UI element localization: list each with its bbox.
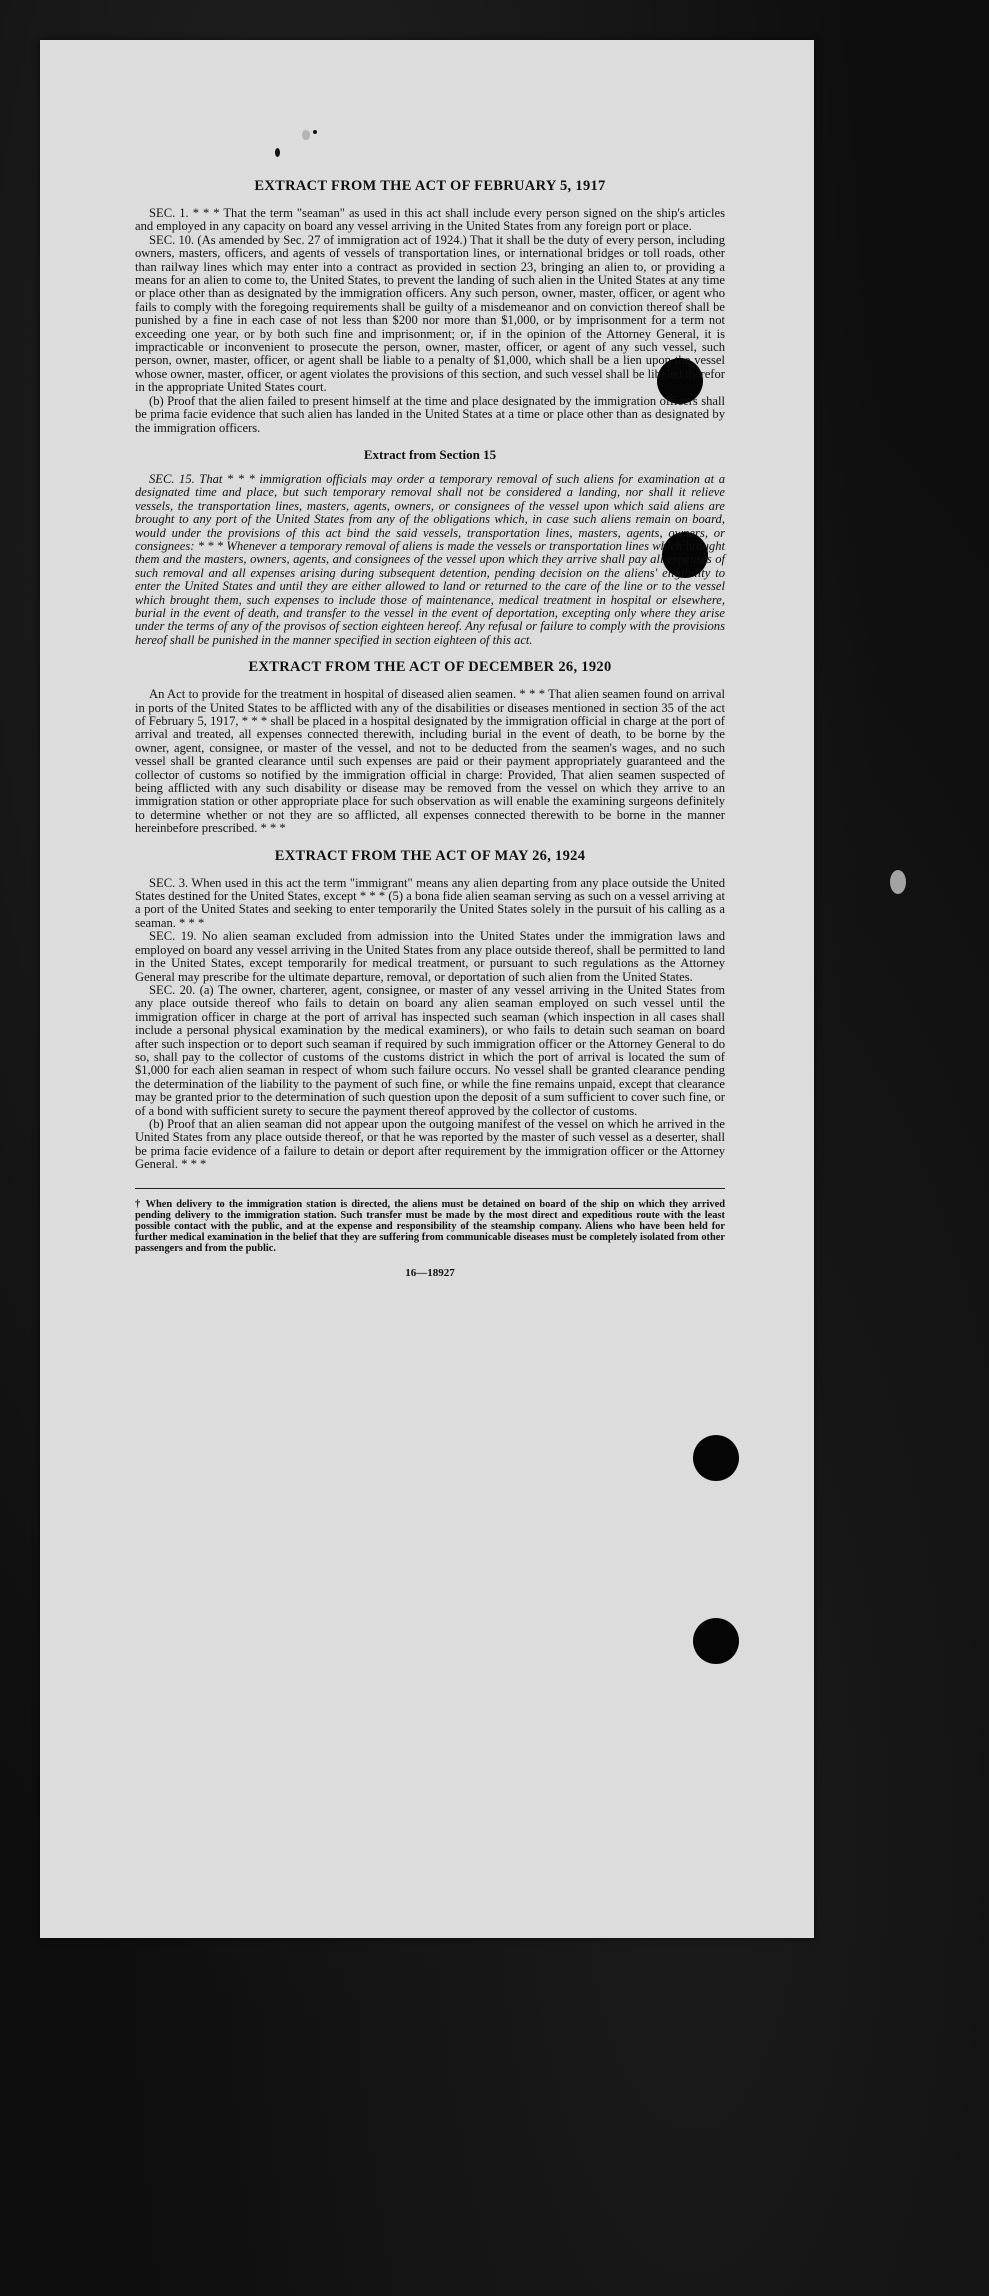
paragraph-sec-1: SEC. 1. * * * That the term "seaman" as used in this act shall include every person signed on the ship's articles and employed in any capacity on board any vessel arriving in the United States from any foreign port or place. bbox=[135, 206, 725, 234]
paragraph-sec-15: SEC. 15. That * * * immigration officials may order a temporary removal of such aliens for examination at a designated time and place, but such temporary removal shall not be considered a landing, nor shall it relieve vessels, the transportation lines, masters, agents, owners, or consignees of the vessel upon which said aliens are brought to any port of the United States from any of the obligations which, in case such aliens remain on board, would under the provisions of this act bind the said vessels, transportation lines, masters, agents, owners, or consignees: * * * Whenever a temporary removal of aliens is made the vessels or transportation lines which brought them and the masters, owners, agents, and consignees of the vessel upon which they arrive shall pay all expenses of such removal and all expenses arising during subsequent detention, pending decision on the aliens' eligibility to enter the United States and until they are either allowed to land or returned to the care of the line or to the vessel which brought them, such expenses to include those of maintenance, medical treatment in hospital or elsewhere, burial in the event of death, and transfer to the vessel in the event of deportation, excepting only where they arise under the terms of any of the provisos of section eighteen hereof. Any refusal or failure to comply with the provisions hereof shall be punished in the manner specified in section eighteen of this act. bbox=[135, 471, 725, 647]
punch-hole bbox=[693, 1618, 739, 1664]
paragraph-sec-3: SEC. 3. When used in this act the term "immigrant" means any alien departing from any place outside the United States destined for the United States, except * * * (5) a bona fide alien seaman serving as such on a vessel arriving at a port of the United States and seeking to enter temporarily the United States solely in the pursuit of his calling as a seaman. * * * bbox=[135, 875, 725, 930]
film-artifact bbox=[890, 870, 906, 894]
paragraph-sec-10: SEC. 10. (As amended by Sec. 27 of immigration act of 1924.) That it shall be the duty of every person, including owners, masters, officers, and agents of vessels of transportation lines, or international bridges or toll roads, other than railway lines which may enter into a contract as provided in section 23, bringing an alien to, or providing a means for an alien to come to, the United States, to prevent the landing of such alien in the United States at any time or place other than as designated by the immigration officers. Any such person, owner, master, officer, or agent who fails to comply with the foregoing requirements shall be guilty of a misdemeanor and on conviction thereof shall be punished by a fine in each case of not less than $200 nor more than $1,000, or by imprisonment for a term not exceeding one year, or by both such fine and imprisonment; or, if in the opinion of the Attorney General, it is impracticable or inconvenient to prosecute the person, owner, master, officer, or agent of any such vessel, such person, owner, master, officer, or agent shall be liable to a penalty of $1,000, which shall be a lien upon the vessel whose owner, master, officer, or agent violates the provisions of this section, and such vessel shall be libeled therefor in the appropriate United States court. bbox=[135, 232, 725, 395]
paragraph-act-1920: An Act to provide for the treatment in hospital of diseased alien seamen. * * * That alien seamen found on arrival in ports of the United States to be afflicted with any of the disabilities or diseases mentioned in section 35 of the act of February 5, 1917, * * * shall be placed in a hospital designated by the immigration official in charge at the port of arrival and treated, all expenses connected therewith, including burial in the event of death, to be borne by the owner, agent, consignee, or master of the vessel, and not to be deducted from the seamen's wages, and no such vessel shall be granted clearance until such expenses are paid or their payment appropriately guaranteed and the collector of customs so notified by the immigration official in charge: Provided, That alien seamen suspected of being afflicted with any such disability or disease may be removed from the vessel on which they arrive to an immigration station or other appropriate place for such observation as will enable the examining surgeons definitely to determine whether or not they are so afflicted, all expenses connected therewith to be borne in the manner hereinbefore prescribed. * * * bbox=[135, 687, 725, 836]
section-subheading-15: Extract from Section 15 bbox=[363, 446, 497, 462]
paragraph-sec-20-a: SEC. 20. (a) The owner, charterer, agent, consignee, or master of any vessel arriving in the United States from any place outside thereof who fails to detain on board any alien seaman employed on such vessel until the immigration officer in charge at the port of arrival has inspected such seaman (which inspection in all cases shall include a personal physical examination by the medical examiners), or who fails to detain such seaman on board after such inspection or to deport such seaman if required by such immigration officer or the Attorney General to do so, shall pay to the collector of customs of the customs district in which the port of arrival is located the sum of $1,000 for each alien seaman in respect of whom such failure occurs. No vessel shall be granted clearance pending the determination of the liability to the payment of such fine, or while the fine remains unpaid, except that clearance may be granted prior to the determination of such question upon the deposit of a sum sufficient to cover such fine, or of a bond with sufficient surety to secure the payment thereof approved by the collector of customs. bbox=[135, 982, 725, 1118]
punch-hole bbox=[693, 1435, 739, 1481]
paragraph-sec-10-b: (b) Proof that the alien failed to present himself at the time and place designated by the immigration officers shall be prima facie evidence that such alien has landed in the United States at a time or place other than as designated by the immigration officers. bbox=[135, 393, 725, 435]
paragraph-sec-19: SEC. 19. No alien seaman excluded from admission into the United States under the immigration laws and employed on board any vessel arriving in the United States from any place outside thereof, shall be permitted to land in the United States, except temporarily for medical treatment, or pursuant to such regulations as the Attorney General may prescribe for the ultimate departure, removal, or deportation of such alien from the United States. bbox=[135, 929, 725, 984]
section-heading-feb-1917: EXTRACT FROM THE ACT OF FEBRUARY 5, 1917 bbox=[254, 178, 606, 194]
form-number: 16—18927 bbox=[405, 1266, 455, 1279]
section-heading-dec-1920: EXTRACT FROM THE ACT OF DECEMBER 26, 1920 bbox=[248, 659, 612, 676]
footnote: † When delivery to the immigration station is directed, the aliens must be detained on board of the ship on which they arrived pending delivery to the immigration station. Such transfer must be made by the most direct and expeditious route with the least possible contact with the public, and at the expense and responsibility of the steamship company. Aliens who have been held for further medical examination in the belief that they are suffering from communicable diseases must be completely isolated from other passengers and from the public. bbox=[135, 1198, 725, 1255]
ink-speck bbox=[275, 148, 280, 157]
section-heading-may-1924: EXTRACT FROM THE ACT OF MAY 26, 1924 bbox=[274, 847, 586, 864]
document-content bbox=[135, 178, 725, 1279]
ink-speck bbox=[302, 130, 310, 140]
paragraph-sec-20-b: (b) Proof that an alien seaman did not appear upon the outgoing manifest of the vessel on which he arrived in the United States from any place outside thereof, or that he was reported by the master of such vessel as a deserter, shall be prima facie evidence of a failure to detain or deport after requirement by the immigration officer or the Attorney General. * * * bbox=[135, 1116, 725, 1172]
ink-speck bbox=[313, 130, 317, 134]
